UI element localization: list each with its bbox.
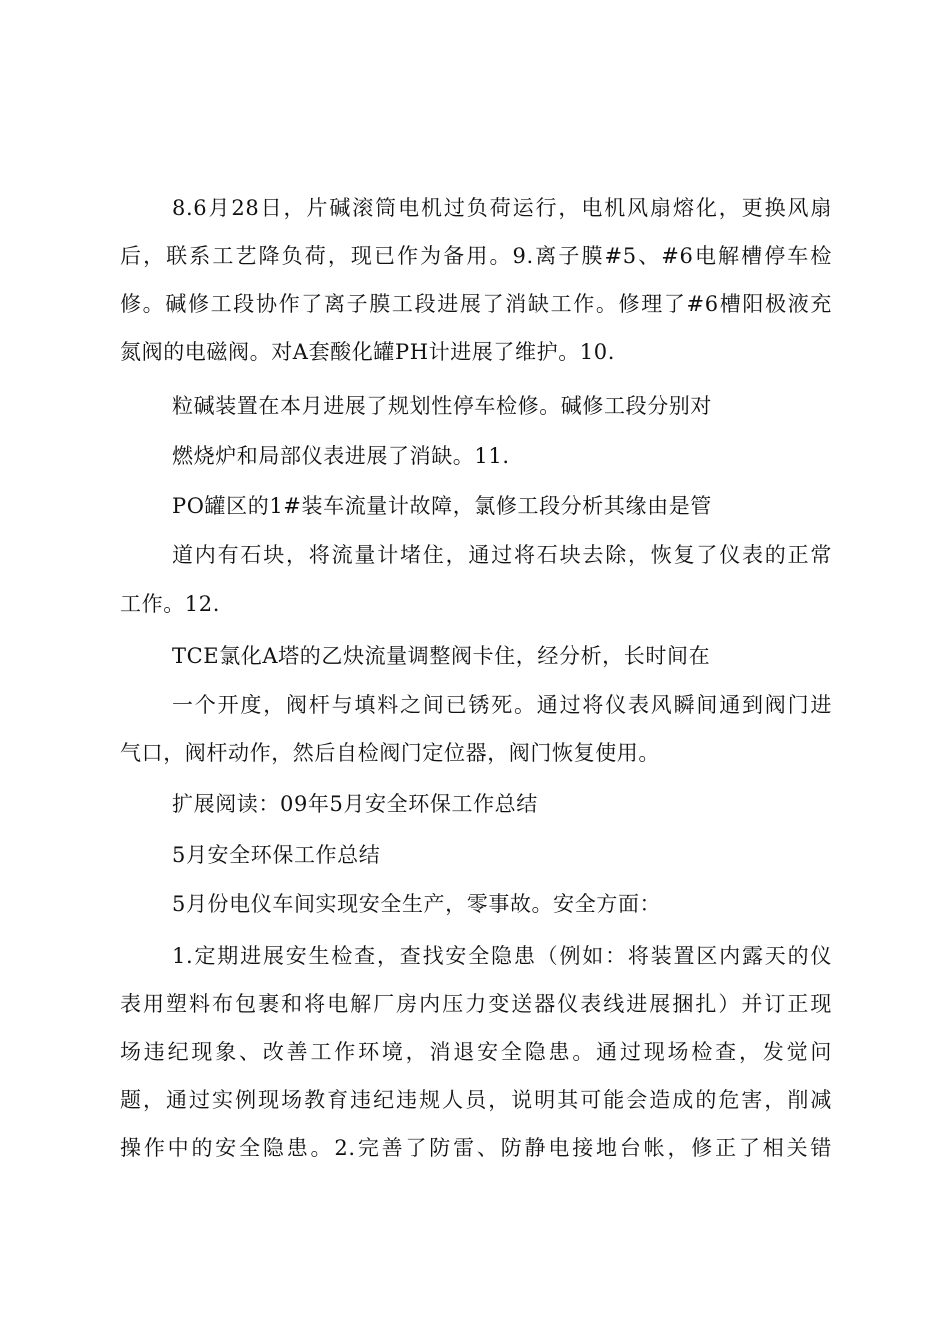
text-line: 工作。12. bbox=[120, 592, 220, 616]
text-line: 场违纪现象、改善工作环境，消退安全隐患。通过现场检查，发觉问 bbox=[120, 1040, 832, 1064]
text-line: 气口，阀杆动作，然后自检阀门定位器，阀门恢复使用。 bbox=[120, 741, 660, 765]
text-line: 修。碱修工段协作了离子膜工段进展了消缺工作。修理了#6槽阳极液充 bbox=[120, 292, 832, 316]
text-line: 燃烧炉和局部仪表进展了消缺。11. bbox=[172, 444, 510, 468]
text-line: 1.定期进展安生检查，查找安全隐患（例如：将装置区内露天的仪 bbox=[172, 944, 832, 968]
section-heading: 扩展阅读：09年5月安全环保工作总结 bbox=[172, 792, 538, 816]
text-line: PO罐区的1#装车流量计故障，氯修工段分析其缘由是管 bbox=[172, 494, 712, 518]
text-line: 后，联系工艺降负荷，现已作为备用。9.离子膜#5、#6电解槽停车检 bbox=[120, 244, 832, 268]
text-line: 题，通过实例现场教育违纪违规人员，说明其可能会造成的危害，削减 bbox=[120, 1088, 832, 1112]
text-line: 道内有石块，将流量计堵住，通过将石块去除，恢复了仪表的正常 bbox=[172, 543, 832, 567]
text-line: TCE氯化A塔的乙炔流量调整阀卡住，经分析，长时间在 bbox=[172, 644, 711, 668]
text-line: 一个开度，阀杆与填料之间已锈死。通过将仪表风瞬间通到阀门进 bbox=[172, 693, 832, 717]
text-line: 氮阀的电磁阀。对A套酸化罐PH计进展了维护。10. bbox=[120, 340, 616, 364]
text-line: 8.6月28日，片碱滚筒电机过负荷运行，电机风扇熔化，更换风扇 bbox=[172, 196, 832, 220]
section-title: 5月安全环保工作总结 bbox=[172, 843, 381, 867]
text-line: 操作中的安全隐患。2.完善了防雷、防静电接地台帐，修正了相关错 bbox=[120, 1136, 832, 1160]
text-line: 表用塑料布包裹和将电解厂房内压力变送器仪表线进展捆扎）并订正现 bbox=[120, 992, 832, 1016]
text-line: 5月份电仪车间实现安全生产，零事故。安全方面： bbox=[172, 892, 662, 916]
text-line: 粒碱装置在本月进展了规划性停车检修。碱修工段分别对 bbox=[172, 394, 712, 418]
